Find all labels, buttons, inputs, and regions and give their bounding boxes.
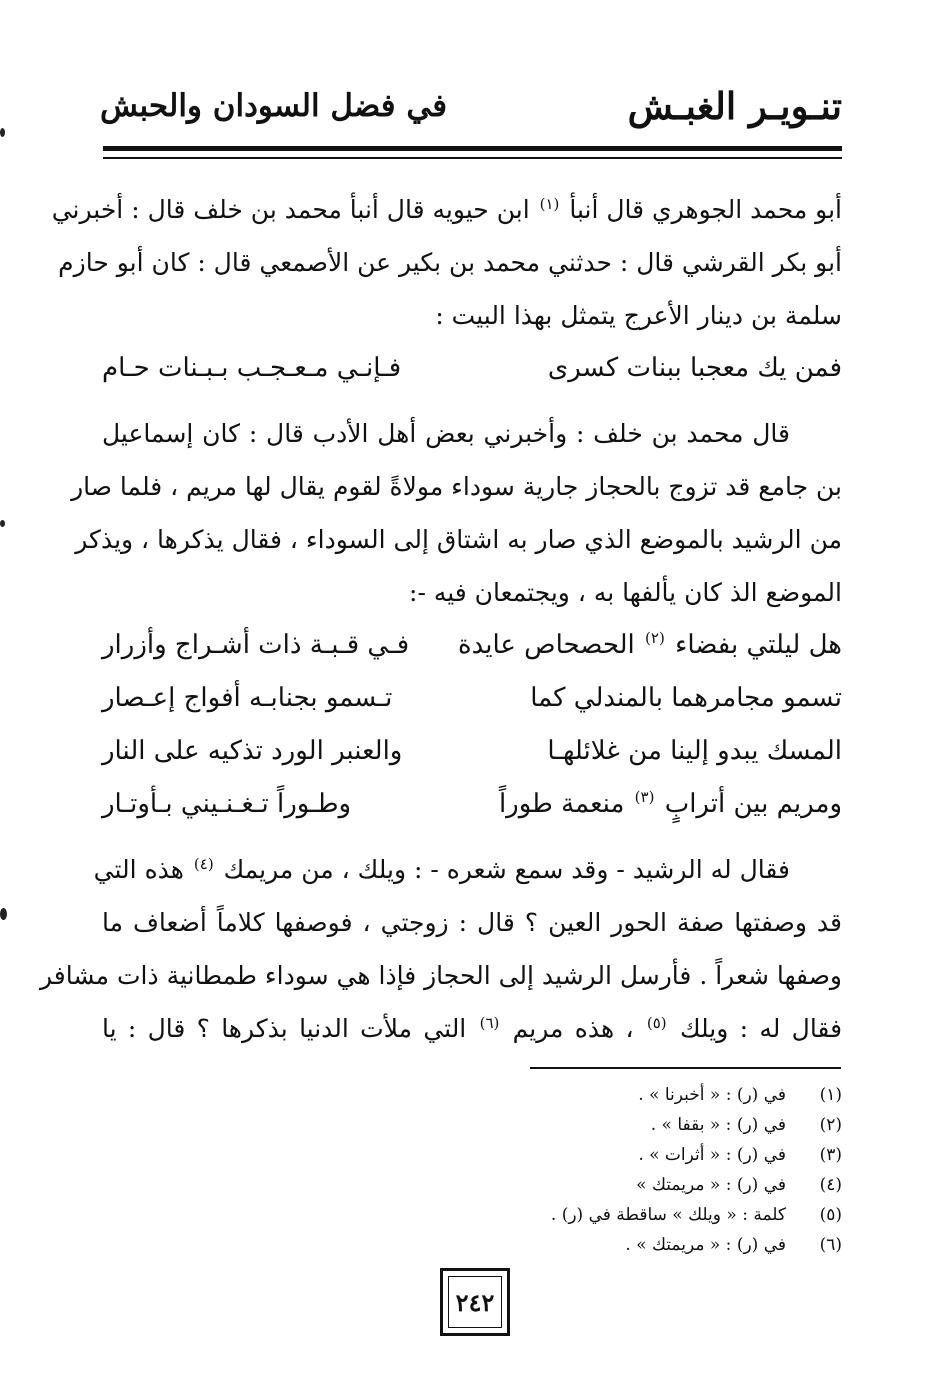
verse-first-hemistich: ومريم بين أترابٍ $^{(٣)}$ منعمة طوراً <box>498 788 842 819</box>
footnote-number: (٦) <box>819 1235 842 1255</box>
scan-mark <box>0 908 7 920</box>
footnote-ref: (٣) <box>634 788 655 807</box>
footnote-number: (٤) <box>819 1175 842 1195</box>
footnote-ref: (٤) <box>193 854 214 873</box>
header-rule-thin <box>103 157 842 159</box>
footnote <box>422 1080 842 1110</box>
text-line: فقال له الرشيد - وقد سمع شعره - : ويلك ، من مريمك $^{(٤)}$ هذه التي <box>93 854 790 884</box>
text-line: سلمة بن دينار الأعرج يتمثل بهذا البيت : <box>435 301 842 330</box>
text-line: قد وصفتها صفة الحور العين ؟ قال : زوجتي ، فوصفها كلاماً أضعاف ما <box>102 908 842 937</box>
footnote-text: كلمة : « ويلك » ساقطة في (ر) . <box>550 1205 786 1225</box>
book-subtitle: في فضل السودان والحبش <box>100 88 448 124</box>
footnote-ref: (١) <box>539 194 560 213</box>
text-line: بن جامع قد تزوج بالحجاز جارية سوداء مولاةً لقوم يقال لها مريم ، فلما صار <box>71 472 842 501</box>
footnotes <box>422 1080 842 1260</box>
text-line: أبو محمد الجوهري قال أنبأ $^{(١)}$ ابن حيويه قال أنبأ محمد بن خلف قال : أخبرني <box>51 194 842 224</box>
text-line: أبو بكر القرشي قال : حدثني محمد بن بكير عن الأصمعي قال : كان أبو حازم <box>58 248 842 277</box>
header-rule-thick <box>103 146 842 151</box>
verse-second-hemistich: والعنبر الورد تذكيه على النار <box>102 736 403 766</box>
verse-second-hemistich: وطـوراً تـغـنـيني بـأوتـار <box>102 789 352 819</box>
verse-first-hemistich: تسمو مجامرهما بالمندلي كما <box>530 683 842 713</box>
footnote-ref: (٦) <box>479 1013 500 1032</box>
main-text <box>40 183 843 1055</box>
running-header <box>100 80 842 140</box>
footnote-number: (٢) <box>819 1115 842 1135</box>
footnote-text: في (ر) : « مريمتك » <box>636 1175 786 1195</box>
text-line: قال محمد بن خلف : وأخبرني بعض أهل الأدب قال : كان إسماعيل <box>102 419 790 448</box>
page-number: ٢٤٢ <box>448 1276 502 1328</box>
verse-first-hemistich: فمن يك معجبا ببنات كسرى <box>547 353 842 383</box>
footnote <box>422 1170 842 1200</box>
footnote-text: في (ر) : « أثرات » . <box>638 1145 786 1165</box>
text-line: وصفها شعراً . فأرسل الرشيد إلى الحجاز فإذا هي سوداء طمطانية ذات مشافر <box>40 961 842 990</box>
text-line: من الرشيد بالموضع الذي صار به اشتاق إلى السوداء ، فقال يذكرها ، ويذكر <box>75 525 842 554</box>
footnote-number: (٥) <box>819 1205 842 1225</box>
verse-second-hemistich: فـإنـي مـعـجـب بـبـنات حـام <box>102 353 402 383</box>
verse-line <box>102 342 842 395</box>
verse-first-hemistich: هل ليلتي بفضاء $^{(٢)}$ الحصحاص عايدة <box>457 629 842 660</box>
footnote-number: (٣) <box>819 1145 842 1165</box>
footnote-ref: (٥) <box>646 1013 667 1032</box>
scan-mark <box>0 520 5 527</box>
verse-line <box>102 725 842 778</box>
verse-line <box>102 672 842 725</box>
footnote <box>422 1110 842 1140</box>
text-line: فقال له : ويلك $^{(٥)}$ ، هذه مريم $^{(٦)}$ التي ملأت الدنيا بذكرها ؟ قال : يا <box>102 1013 843 1043</box>
book-title: تنـويـر الغبـش <box>627 84 842 128</box>
text-line: الموضع الذ كان يألفها به ، ويجتمعان فيه -: <box>409 578 842 607</box>
footnote-separator <box>530 1067 841 1069</box>
footnote-ref: (٢) <box>645 629 665 648</box>
footnote-text: في (ر) : « أخبرنا » . <box>638 1085 786 1105</box>
scan-mark <box>0 128 5 137</box>
verse-line <box>102 619 842 672</box>
verse-second-hemistich: فـي قـبـة ذات أشـراج وأزرار <box>102 630 410 660</box>
footnote <box>422 1140 842 1170</box>
footnote-number: (١) <box>819 1085 842 1105</box>
verse-second-hemistich: تـسمو بجنابـه أفواج إعـصار <box>102 683 393 713</box>
verse-first-hemistich: المسك يبدو إلينا من غلائلهـا <box>547 736 842 766</box>
footnote-text: في (ر) : « بقفا » . <box>650 1115 786 1135</box>
verse-line <box>102 778 842 831</box>
page-number-frame <box>440 1268 510 1336</box>
footnote <box>422 1200 842 1230</box>
footnote <box>422 1230 842 1260</box>
footnote-text: في (ر) : « مريمتك » . <box>625 1235 786 1255</box>
